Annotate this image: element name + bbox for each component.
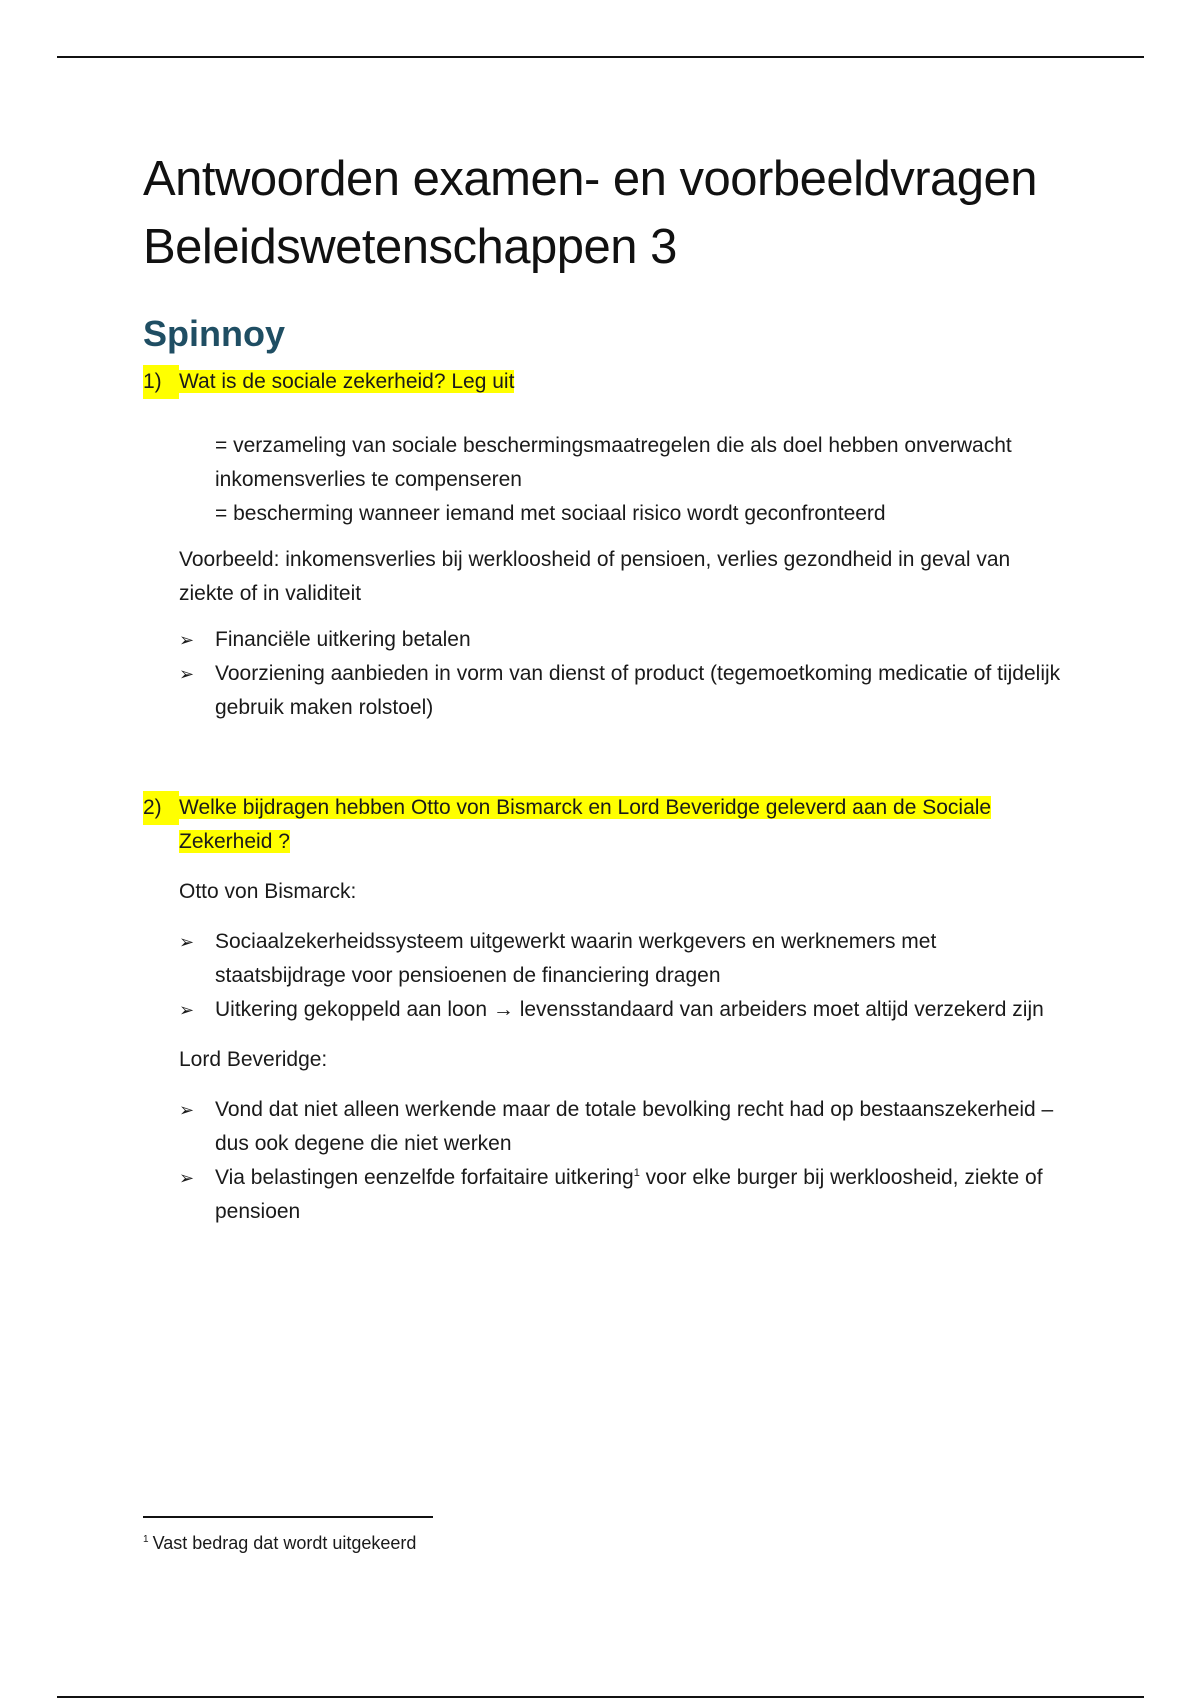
document-title xyxy=(143,145,1063,281)
document-body xyxy=(143,145,1063,1229)
question-1-text: Wat is de sociale zekerheid? Leg uit xyxy=(179,370,515,393)
list-item: ➢ Voorziening aanbieden in vorm van dienst of product (tegemoetkoming medicatie of tijdelijk gebruik maken rolstoel) xyxy=(179,657,1063,725)
footnote-text: Vast bedrag dat wordt uitgekeerd xyxy=(152,1533,417,1553)
bottom-rule xyxy=(57,1696,1144,1698)
footnote xyxy=(143,1531,416,1555)
list-item: ➢ Sociaalzekerheidssysteem uitgewerkt waarin werkgevers en werknemers met staatsbijdrage voor pensioenen de financiering dragen xyxy=(179,925,1063,993)
question-1 xyxy=(143,365,1063,399)
title-line-1: Antwoorden examen- en voorbeeldvragen xyxy=(143,152,1038,206)
bismarck-label: Otto von Bismarck: xyxy=(179,880,357,903)
question-2 xyxy=(143,791,1063,859)
definition-2: = bescherming wanneer iemand met sociaal risico wordt geconfronteerd xyxy=(215,502,886,525)
bismarck-bullet-list xyxy=(143,925,1063,1027)
section-heading: Spinnoy xyxy=(143,313,285,354)
list-item: ➢ Via belastingen eenzelfde forfaitaire uitkering$^1$ voor elke burger bij werkloosheid, ziekte of pensioen xyxy=(179,1161,1063,1229)
title-line-2: Beleidswetenschappen 3 xyxy=(143,220,677,274)
list-item: ➢ Uitkering gekoppeld aan loon → levensstandaard van arbeiders moet altijd verzekerd zijn xyxy=(179,993,1063,1027)
arrowhead-bullet-icon: ➢ xyxy=(179,1100,195,1120)
footnote-separator xyxy=(143,1516,433,1518)
arrowhead-bullet-icon: ➢ xyxy=(179,664,195,684)
list-item: ➢ Vond dat niet alleen werkende maar de totale bevolking recht had op bestaanszekerheid – dus ook degene die niet werken xyxy=(179,1093,1063,1161)
arrowhead-bullet-icon: ➢ xyxy=(179,1168,195,1188)
question-2-number: 2) xyxy=(143,791,179,825)
question-1-number: 1) xyxy=(143,365,179,399)
top-rule xyxy=(57,56,1144,58)
arrowhead-bullet-icon: ➢ xyxy=(179,1000,195,1020)
example-paragraph: Voorbeeld: inkomensverlies bij werkloosheid of pensioen, verlies gezondheid in geval van ziekte of in validiteit xyxy=(179,548,1011,605)
arrowhead-bullet-icon: ➢ xyxy=(179,630,195,650)
footnote-reference[interactable]: 1 xyxy=(633,1167,640,1179)
list-item: ➢ Financiële uitkering betalen xyxy=(179,623,1063,657)
arrowhead-bullet-icon: ➢ xyxy=(179,932,195,952)
q1-bullet-list xyxy=(143,623,1063,725)
question-2-text: Welke bijdragen hebben Otto von Bismarck en Lord Beveridge geleverd aan de Sociale Zekerheid ? xyxy=(179,796,992,853)
beveridge-label: Lord Beveridge: xyxy=(179,1048,328,1071)
definition-1: = verzameling van sociale beschermingsmaatregelen die als doel hebben onverwacht inkomensverlies te compenseren xyxy=(215,434,1012,491)
beveridge-bullet-list xyxy=(143,1093,1063,1229)
footnote-marker: 1 xyxy=(143,1534,149,1545)
